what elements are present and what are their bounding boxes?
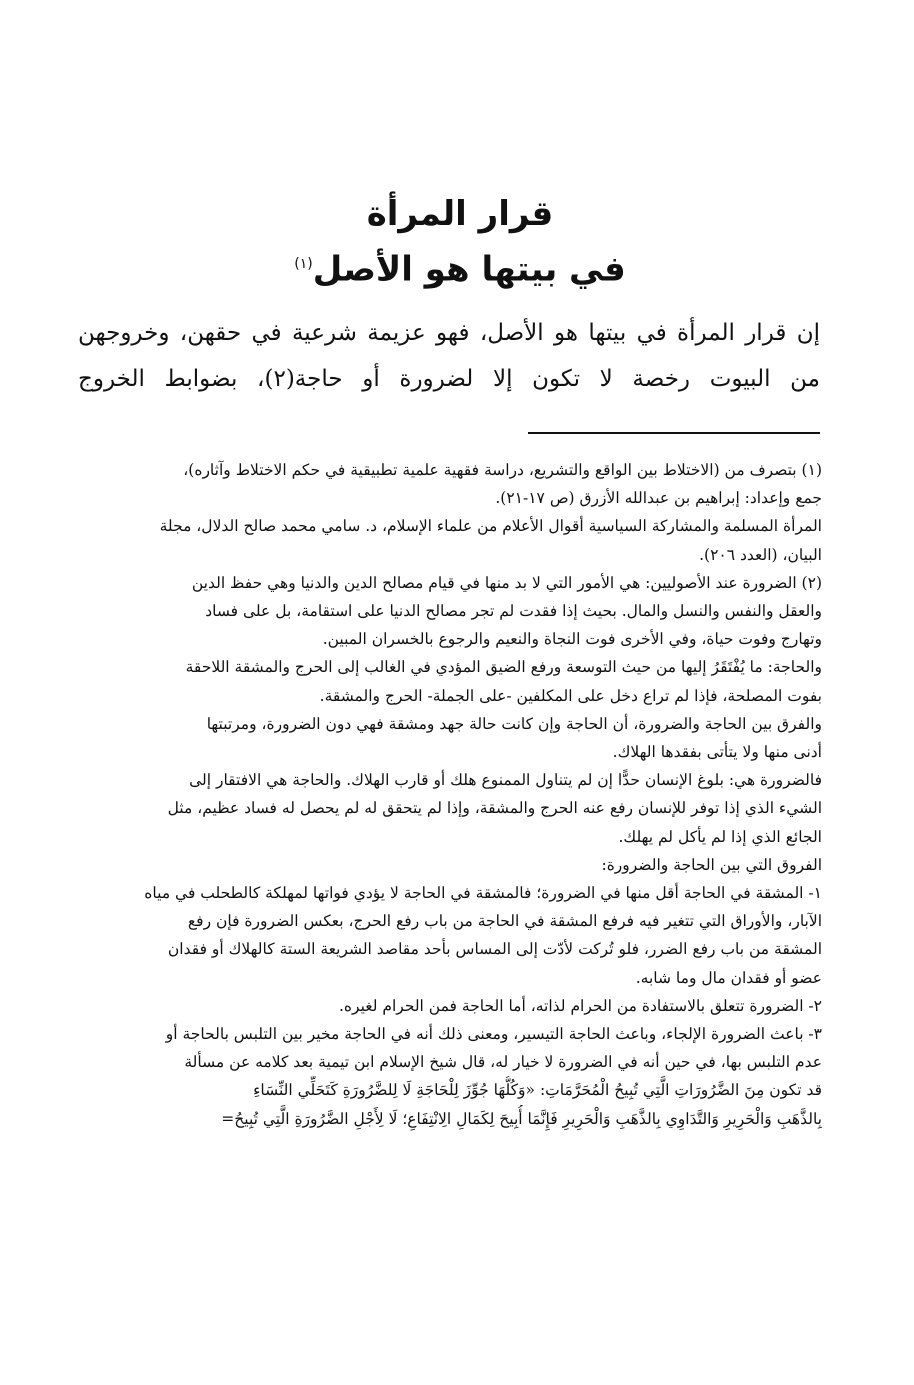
footnote-line: أدنى منها ولا يتأتى بفقدها الهلاك.	[612, 743, 822, 762]
footnote-line: الفروق التي بين الحاجة والضرورة:	[601, 855, 822, 874]
footnote-line: البيان، (العدد ٢٠٦).	[699, 545, 822, 564]
footnote-line: بِالذَّهَبِ وَالْحَرِيرِ وَالتَّدَاوِي بِالذَّهَبِ وَالْحَرِيرِ فَإِنَّمَا أُبِيحَ لِكَمَالِ الِانْتِفَاعِ؛ لَا لِأَجْلِ الضَّرُورَةِ الَّتِي تُبِيحُ=	[221, 1109, 822, 1128]
page-title-line-2	[180, 242, 740, 291]
footnote-line: (٢) الضرورة عند الأصوليين: هي الأمور التي لا بد منها في قيام مصالح الدين والدنيا وهي حفظ الدين	[191, 573, 822, 592]
footnote-line: جمع وإعداد: إبراهيم بن عبدالله الأزرق (ص ١٧-٢١).	[495, 489, 822, 508]
footnote-line: ٣- باعث الضرورة الإلجاء، وباعث الحاجة التيسير، ومعنى ذلك أنه في الحاجة مخير بين التلبس بالحاجة أو	[165, 1025, 822, 1044]
footnote-line: بفوت المصلحة، فإذا لم تراع دخل على المكلفين -على الجملة- الحرج والمشقة.	[319, 686, 822, 705]
footnote-marker: (١)	[294, 256, 313, 272]
footnote-line: ٢- الضرورة تتعلق بالاستفادة من الحرام لذاته، أما الحاجة فمن الحرام لغيره.	[338, 996, 822, 1015]
title-text-1: قرار المرأة	[366, 194, 554, 234]
footnote-line: والفرق بين الحاجة والضرورة، أن الحاجة وإن كانت حالة جهد ومشقة فهي دون الضرورة، ومرتبتها	[206, 714, 822, 733]
title-text-2: في بيتها هو الأصل	[312, 249, 626, 290]
footnote-line: الجائع الذي إذا لم يأكل لم يهلك.	[618, 827, 822, 846]
page-title-line-1	[180, 192, 740, 236]
footnote-line: والحاجة: ما يُفْتَقَرُ إليها من حيث التوسعة ورفع الضيق المؤدي في الغالب إلى الحرج والمشقة اللاحقة	[185, 658, 822, 677]
footnote-line: عضو أو فقدان مال وما شابه.	[635, 968, 822, 987]
footnote-line: (١) بتصرف من (الاختلاط بين الواقع والتشريع، دراسة فقهية علمية تطبيقية في حكم الاختلاط وآثاره)،	[183, 461, 822, 479]
footnote-line: قد تكون مِنَ الضَّرُورَاتِ الَّتِي تُبِيحُ الْمُحَرَّمَاتِ: «وَكُلُّهَا جُوِّزَ لِلْحَاجَةِ لَا لِلضَّرُورَةِ كَتَحَلِّي النِّسَاءِ	[253, 1081, 822, 1100]
footnotes-section	[74, 456, 822, 1133]
body-paragraph: إن قرار المرأة في بيتها هو الأصل، فهو عزيمة شرعية في حقهن، وخروجهن من البيوت رخصة لا تكون إلا لضرورة أو حاجة(٢)، بضوابط الخروج	[78, 320, 820, 392]
footnote-separator	[528, 432, 820, 434]
footnote-line: الآبار، والأوراق التي تتغير فيه فرفع المشقة في الحاجة من باب رفع الحرج، بعكس الضرورة فإن رفع	[187, 912, 822, 931]
footnote-line: ١- المشقة في الحاجة أقل منها في الضرورة؛ فالمشقة في الحاجة لا يؤدي فواتها لمهلكة كالطحلب في مياه	[144, 884, 822, 903]
footnote-line: المرأة المسلمة والمشاركة السياسية أقوال الأعلام من علماء الإسلام، د. سامي محمد صالح الدلال، مجلة	[159, 517, 822, 536]
footnote-line: الشيء الذي إذا توفر للإنسان رفع عنه الحرج والمشقة، وإذا لم يتحقق له لم يحصل له فساد عظيم، مثل	[167, 799, 822, 818]
footnote-line: والعقل والنفس والنسل والمال. بحيث إذا فقدت لم تجر مصالح الدنيا على استقامة، بل على فساد	[205, 602, 822, 621]
footnote-line: عدم التلبس بها، في حين أنه في الضرورة لا خيار له، قال شيخ الإسلام ابن تيمية بعد كلامه عن مسألة	[184, 1053, 822, 1072]
footnote-line: المشقة من باب رفع الضرر، فلو تُركت لأدّت إلى المساس بأحد مقاصد الشريعة الستة كالهلاك أو فقدان	[167, 940, 822, 959]
footnote-line: فالضرورة هي: بلوغ الإنسان حدًّا إن لم يتناول الممنوع هلك أو قارب الهلاك. والحاجة هي الافتقار إلى	[189, 771, 822, 790]
footnote-line: وتهارج وفوت حياة، وفي الأخرى فوت النجاة والنعيم والرجوع بالخسران المبين.	[322, 630, 822, 649]
